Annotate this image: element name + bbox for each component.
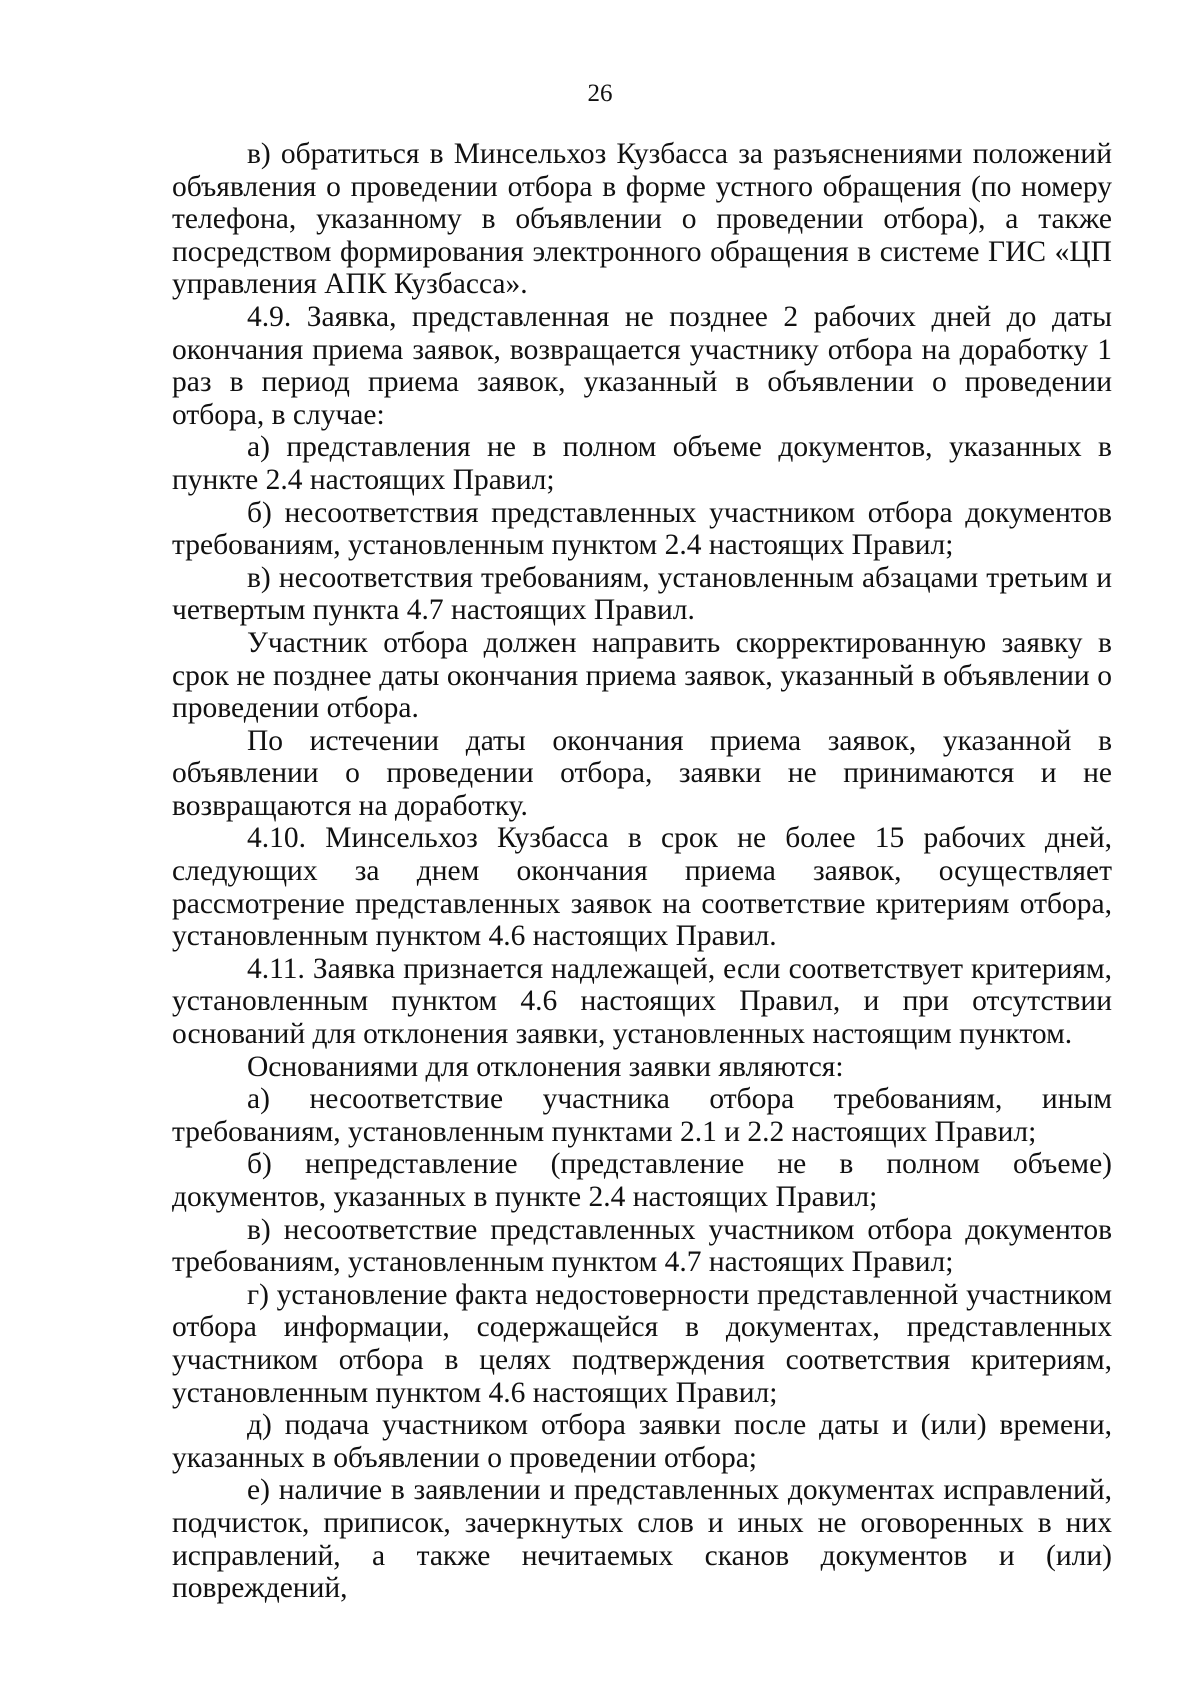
paragraph-rejection-e: е) наличие в заявлении и представленных документах исправлений, подчисток, приписок, зачеркнутых слов и иных не оговоренных в них исправлений, а также нечитаемых сканов документов и (или) повреждений, bbox=[172, 1474, 1112, 1605]
paragraph-rejection-d: д) подача участником отбора заявки после даты и (или) времени, указанных в объявлении о проведении отбора; bbox=[172, 1409, 1112, 1474]
paragraph-rejection-grounds: Основаниями для отклонения заявки являются: bbox=[247, 1050, 844, 1083]
paragraph-4-10: 4.10. Минсельхоз Кузбасса в срок не более 15 рабочих дней, следующих за днем окончания приема заявок, осуществляет рассмотрение представленных заявок на соответствие критериям отбора, установленным пунктом 4.6 настоящих Правил. bbox=[172, 822, 1112, 953]
paragraph-item-v-clarification: в) обратиться в Минсельхоз Кузбасса за разъяснениями положений объявления о проведении отбора в форме устного обращения (по номеру телефона, указанному в объявлении о проведении отбора), а также посредством формирования электронного обращения в системе ГИС «ЦП управления АПК Кузбасса». bbox=[172, 138, 1112, 301]
paragraph-after-deadline: По истечении даты окончания приема заявок, указанной в объявлении о проведении отбора, заявки не принимаются и не возвращаются на доработку. bbox=[172, 724, 1112, 822]
paragraph-4-11: 4.11. Заявка признается надлежащей, если соответствует критериям, установленным пунктом 4.6 настоящих Правил, и при отсутствии оснований для отклонения заявки, установленных настоящим пунктом. bbox=[172, 952, 1112, 1051]
paragraph-4-9-b: б) несоответствия представленных участником отбора документов требованиям, установленным пунктом 2.4 настоящих Правил; bbox=[172, 496, 1112, 562]
paragraph-corrected-application: Участник отбора должен направить скорректированную заявку в срок не позднее даты окончания приема заявок, указанный в объявлении о проведении отбора. bbox=[172, 626, 1112, 725]
paragraph-4-9: 4.9. Заявка, представленная не позднее 2 рабочих дней до даты окончания приема заявок, возвращается участнику отбора на доработку 1 раз в период приема заявок, указанный в объявлении о проведении отбора, в случае: bbox=[172, 300, 1112, 431]
page-number: 26 bbox=[587, 80, 613, 107]
paragraph-4-9-v: в) несоответствия требованиям, установленным абзацами третьим и четвертым пункта 4.7 настоящих Правил. bbox=[172, 561, 1112, 627]
paragraph-rejection-b: б) непредставление (представление не в полном объеме) документов, указанных в пункте 2.4 настоящих Правил; bbox=[172, 1148, 1112, 1213]
document-body bbox=[172, 138, 1112, 1605]
paragraph-4-9-a: а) представления не в полном объеме документов, указанных в пункте 2.4 настоящих Правил; bbox=[172, 431, 1112, 496]
paragraph-rejection-g: г) установление факта недостоверности представленной участником отбора информации, содержащейся в документах, представленных участником отбора в целях подтверждения соответствия критериям, установленным пунктом 4.6 настоящих Правил; bbox=[172, 1278, 1112, 1409]
paragraph-rejection-a: а) несоответствие участника отбора требованиям, иным требованиям, установленным пунктами 2.1 и 2.2 настоящих Правил; bbox=[172, 1083, 1112, 1148]
paragraph-rejection-v: в) несоответствие представленных участником отбора документов требованиям, установленным пунктом 4.7 настоящих Правил; bbox=[172, 1213, 1112, 1279]
